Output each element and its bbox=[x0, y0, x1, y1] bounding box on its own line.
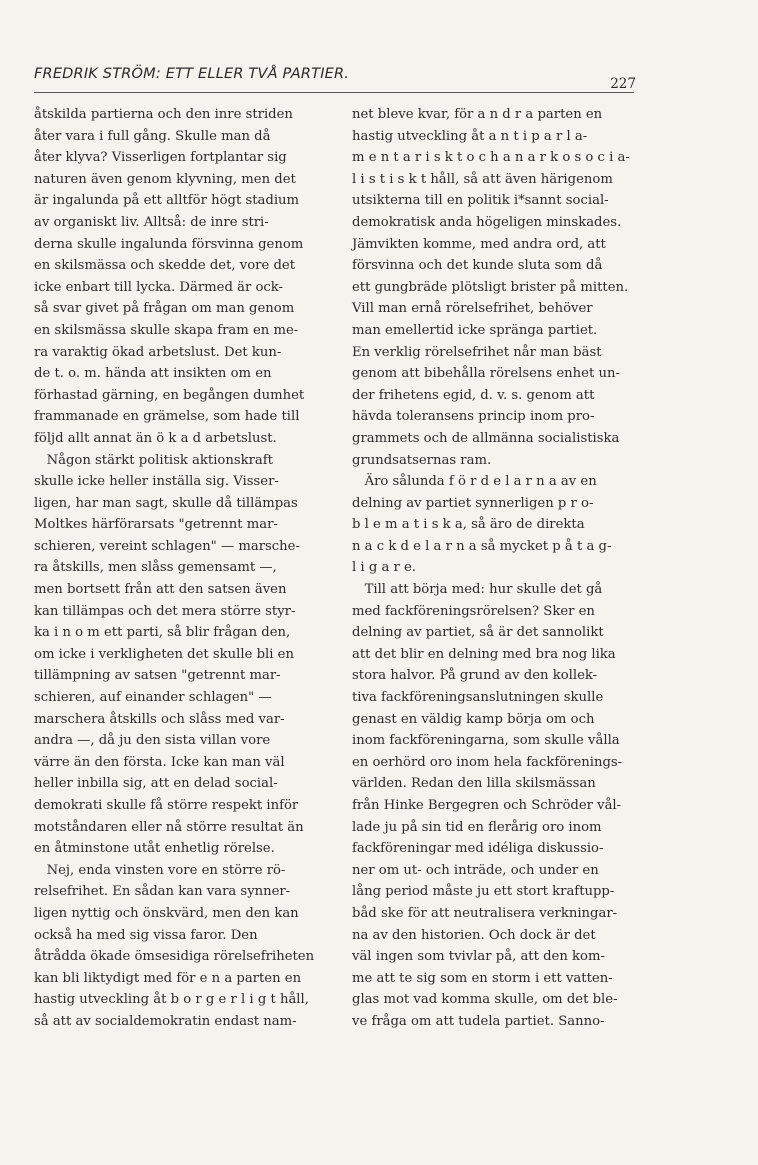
text-line: Någon stärkt politisk aktionskraft bbox=[34, 452, 273, 468]
text-line: demokrati skulle få större respekt inför bbox=[34, 798, 299, 813]
text-line: åter vara i full gång. Skulle man då bbox=[34, 128, 271, 144]
text-line: en skilsmässa skulle skapa fram en me- bbox=[34, 322, 299, 338]
text-line: också ha med sig vissa faror. Den bbox=[34, 927, 258, 943]
text-line: åter klyva? Visserligen fortplantar sig bbox=[34, 150, 287, 166]
text-line: En verklig rörelsefrihet når man bäst bbox=[352, 344, 602, 360]
text-line: så att av socialdemokratin endast nam- bbox=[34, 1013, 297, 1029]
text-line: så svar givet på frågan om man genom bbox=[34, 301, 295, 317]
text-line: Moltkes härförarsats "getrennt mar- bbox=[34, 517, 278, 533]
text-line: andra —, då ju den sista villan vore bbox=[34, 733, 271, 749]
text-line: demokratisk anda högeligen minskades. bbox=[352, 214, 622, 230]
text-line: n a c k d e l a r n a så mycket p å t a g- bbox=[352, 538, 612, 554]
text-line: från Hinke Bergegren och Schröder vål- bbox=[352, 798, 622, 813]
text-line: Vill man ernå rörelsefrihet, behöver bbox=[352, 301, 593, 317]
text-line: lade ju på sin tid en flerårig oro inom bbox=[352, 819, 602, 835]
text-line: världen. Redan den lilla skilsmässan bbox=[352, 776, 596, 792]
text-line: lång period måste ju ett stort kraftupp- bbox=[352, 884, 615, 900]
text-line: skulle icke heller inställa sig. Visser- bbox=[34, 474, 279, 490]
text-line: marschera åtskills och slåss med var- bbox=[34, 711, 285, 727]
text-line: kan tillämpas och det mera större styr- bbox=[34, 603, 296, 619]
text-line: ligen, har man sagt, skulle då tillämpas bbox=[34, 495, 298, 511]
text-line: ra varaktig ökad arbetslust. Det kun- bbox=[34, 344, 282, 360]
text-line: genast en väldig kamp börja om och bbox=[352, 711, 595, 727]
text-line: delning av partiet, så är det sannolikt bbox=[352, 625, 604, 641]
text-line: schieren, vereint schlagen" — marsche- bbox=[34, 538, 300, 554]
text-line: Äro sålunda f ö r d e l a r n a av en bbox=[352, 474, 597, 490]
text-line: derna skulle ingalunda försvinna genom bbox=[34, 236, 304, 252]
text-line: men bortsett från att den satsen även bbox=[34, 582, 287, 598]
text-line: ra åtskills, men slåss gemensamt —, bbox=[34, 560, 277, 576]
text-line: åtskilda partierna och den inre striden bbox=[34, 107, 293, 122]
right-column bbox=[352, 104, 636, 1033]
text-line: Jämvikten komme, med andra ord, att bbox=[352, 236, 606, 252]
text-line: m e n t a r i s k t o c h a n a r k o s o c i a- bbox=[352, 150, 630, 166]
text-line: heller inbilla sig, att en delad social- bbox=[34, 776, 278, 792]
text-line: tillämpning av satsen "getrennt mar- bbox=[34, 668, 281, 684]
left-column bbox=[34, 104, 318, 1033]
text-line: med fackföreningsrörelsen? Sker en bbox=[352, 603, 595, 619]
page-number: 227 bbox=[610, 76, 636, 92]
text-line: hastig utveckling åt b o r g e r l i g t håll, bbox=[34, 992, 309, 1008]
running-header bbox=[34, 66, 634, 93]
text-line: ligen nyttig och önskvärd, men den kan bbox=[34, 905, 299, 921]
text-line: grammets och de allmänna socialistiska bbox=[352, 430, 620, 446]
text-line: motståndaren eller nå större resultat än bbox=[34, 819, 304, 835]
text-line: förhastad gärning, en begången dumhet bbox=[34, 387, 305, 403]
text-line: net bleve kvar, för a n d r a parten en bbox=[352, 107, 603, 122]
text-line: na av den historien. Och dock är det bbox=[352, 927, 596, 943]
text-line: ve fråga om att tudela partiet. Sanno- bbox=[352, 1013, 605, 1029]
text-line: inom fackföreningarna, som skulle vålla bbox=[352, 733, 620, 749]
text-line: ett gungbräde plötsligt brister på mitten. bbox=[352, 279, 629, 295]
text-line: l i g a r e. bbox=[352, 560, 416, 576]
text-line: delning av partiet synnerligen p r o- bbox=[352, 495, 594, 511]
text-line: ner om ut- och inträde, och under en bbox=[352, 862, 599, 878]
text-line: Nej, enda vinsten vore en större rö- bbox=[34, 862, 286, 878]
text-line: en oerhörd oro inom hela fackförenings- bbox=[352, 754, 623, 770]
text-line: fackföreningar med idéliga diskussio- bbox=[352, 841, 604, 857]
text-line: icke enbart till lycka. Därmed är ock- bbox=[34, 279, 284, 295]
text-line: Till att börja med: hur skulle det gå bbox=[352, 582, 603, 598]
header-title: FREDRIK STRÖM: ETT ELLER TVÅ PARTIER. bbox=[34, 66, 350, 82]
text-line: stora halvor. På grund av den kollek- bbox=[352, 668, 598, 684]
text-line: väl ingen som tvivlar på, att den kom- bbox=[352, 949, 605, 965]
text-line: b l e m a t i s k a, så äro de direkta bbox=[352, 517, 585, 533]
text-line: relsefrihet. En sådan kan vara synner- bbox=[34, 884, 291, 900]
text-line: en skilsmässa och skedde det, vore det bbox=[34, 258, 296, 274]
text-line: schieren, auf einander schlagen" — bbox=[34, 690, 272, 706]
text-line: tiva fackföreningsanslutningen skulle bbox=[352, 690, 604, 706]
text-line: der frihetens egid, d. v. s. genom att bbox=[352, 387, 595, 403]
text-line: me att te sig som en storm i ett vatten- bbox=[352, 970, 613, 986]
text-line: man emellertid icke spränga partiet. bbox=[352, 322, 598, 338]
text-line: naturen även genom klyvning, men det bbox=[34, 171, 296, 187]
text-line: är ingalunda på ett alltför högt stadium bbox=[34, 193, 300, 209]
text-line: om icke i verkligheten det skulle bli en bbox=[34, 646, 294, 662]
text-line: utsikterna till en politik i*sannt social- bbox=[352, 193, 609, 209]
text-line: en åtminstone utåt enhetlig rörelse. bbox=[34, 841, 275, 857]
text-line: grundsatsernas ram. bbox=[352, 452, 492, 468]
text-line: genom att bibehålla rörelsens enhet un- bbox=[352, 366, 620, 382]
text-line: kan bli liktydigt med för e n a parten en bbox=[34, 970, 302, 986]
text-line: värre än den första. Icke kan man väl bbox=[34, 754, 285, 770]
text-line: de t. o. m. hända att insikten om en bbox=[34, 366, 272, 382]
text-line: glas mot vad komma skulle, om det ble- bbox=[352, 992, 618, 1008]
text-line: hastig utveckling åt a n t i p a r l a- bbox=[352, 128, 588, 144]
text-line: att det blir en delning med bra nog lika bbox=[352, 646, 616, 662]
text-line: hävda toleransens princip inom pro- bbox=[352, 409, 595, 425]
text-line: följd allt annat än ö k a d arbetslust. bbox=[34, 430, 277, 446]
text-line: frammanade en grämelse, som hade till bbox=[34, 409, 300, 425]
text-line: åtrådda ökade ömsesidiga rörelsefriheten bbox=[34, 949, 315, 965]
text-line: försvinna och det kunde sluta som då bbox=[352, 258, 603, 274]
text-line: båd ske för att neutralisera verkningar- bbox=[352, 905, 618, 921]
text-line: ka i n o m ett parti, så blir frågan den, bbox=[34, 625, 291, 641]
text-line: av organiskt liv. Alltså: de inre stri- bbox=[34, 214, 269, 230]
text-line: l i s t i s k t håll, så att även härigenom bbox=[352, 171, 613, 187]
